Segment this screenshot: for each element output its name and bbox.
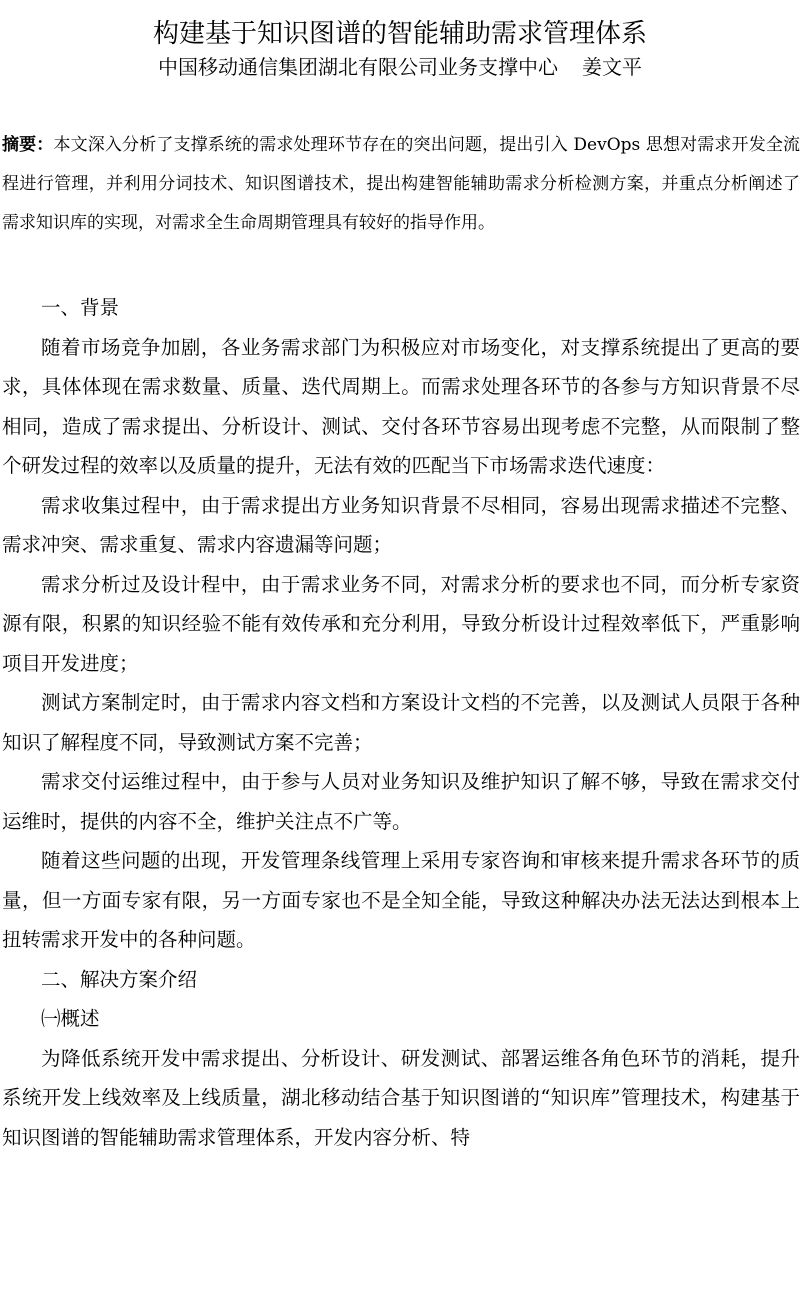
abstract-text: 本文深入分析了支撑系统的需求处理环节存在的突出问题，提出引入 DevOps 思想对需求开发全流程进行管理，并利用分词技术、知识图谱技术，提出构建智能辅助需求分析检测方案，并重点分析阐述了需求知识库的实现，对需求全生命周期管理具有较好的指导作用。 (2, 135, 800, 233)
author-name: 姜文平 (582, 55, 642, 79)
paragraph: 随着市场竞争加剧，各业务需求部门为积极应对市场变化，对支撑系统提出了更高的要求，具体体现在需求数量、质量、迭代周期上。而需求处理各环节的各参与方知识背景不尽相同，造成了需求提出、分析设计、测试、交付各环节容易出现考虑不完整，从而限制了整个研发过程的效率以及质量的提升，无法有效的匹配当下市场需求迭代速度： (2, 335, 800, 477)
paragraph: 测试方案制定时，由于需求内容文档和方案设计文档的不完善，以及测试人员限于各种知识了解程度不同，导致测试方案不完善； (2, 691, 800, 754)
author-line (0, 52, 800, 82)
abstract-label: 摘要： (2, 135, 54, 155)
paragraph: 需求收集过程中，由于需求提出方业务知识背景不尽相同，容易出现需求描述不完整、需求冲突、需求重复、需求内容遗漏等问题； (2, 493, 800, 556)
section-heading-background: 一、背景 (41, 296, 120, 319)
section-heading-solution: 二、解决方案介绍 (41, 967, 198, 991)
paragraph: 随着这些问题的出现，开发管理条线管理上采用专家咨询和审核来提升需求各环节的质量，但一方面专家有限，另一方面专家也不是全知全能，导致这种解决办法无法达到根本上扭转需求开发中的各种问题。 (2, 849, 800, 951)
paragraph: 需求分析过及设计程中，由于需求业务不同，对需求分析的要求也不同，而分析专家资源有限，积累的知识经验不能有效传承和充分利用，导致分析设计过程效率低下，严重影响项目开发进度； (2, 572, 800, 675)
author-affiliation: 中国移动通信集团湖北有限公司业务支撑中心 (158, 55, 558, 79)
subsection-heading-overview: ㈠概述 (41, 1007, 100, 1030)
document-title: 构建基于知识图谱的智能辅助需求管理体系 (152, 19, 647, 50)
paragraph: 需求交付运维过程中，由于参与人员对业务知识及维护知识了解不够，导致在需求交付运维时，提供的内容不全，维护关注点不广等。 (2, 770, 800, 833)
paragraph: 为降低系统开发中需求提出、分析设计、研发测试、部署运维各角色环节的消耗，提升系统开发上线效率及上线质量，湖北移动结合基于知识图谱的“知识库”管理技术，构建基于知识图谱的智能辅助需求管理体系，开发内容分析、特 (2, 1046, 800, 1149)
abstract (2, 126, 800, 243)
body-text (2, 288, 800, 1157)
